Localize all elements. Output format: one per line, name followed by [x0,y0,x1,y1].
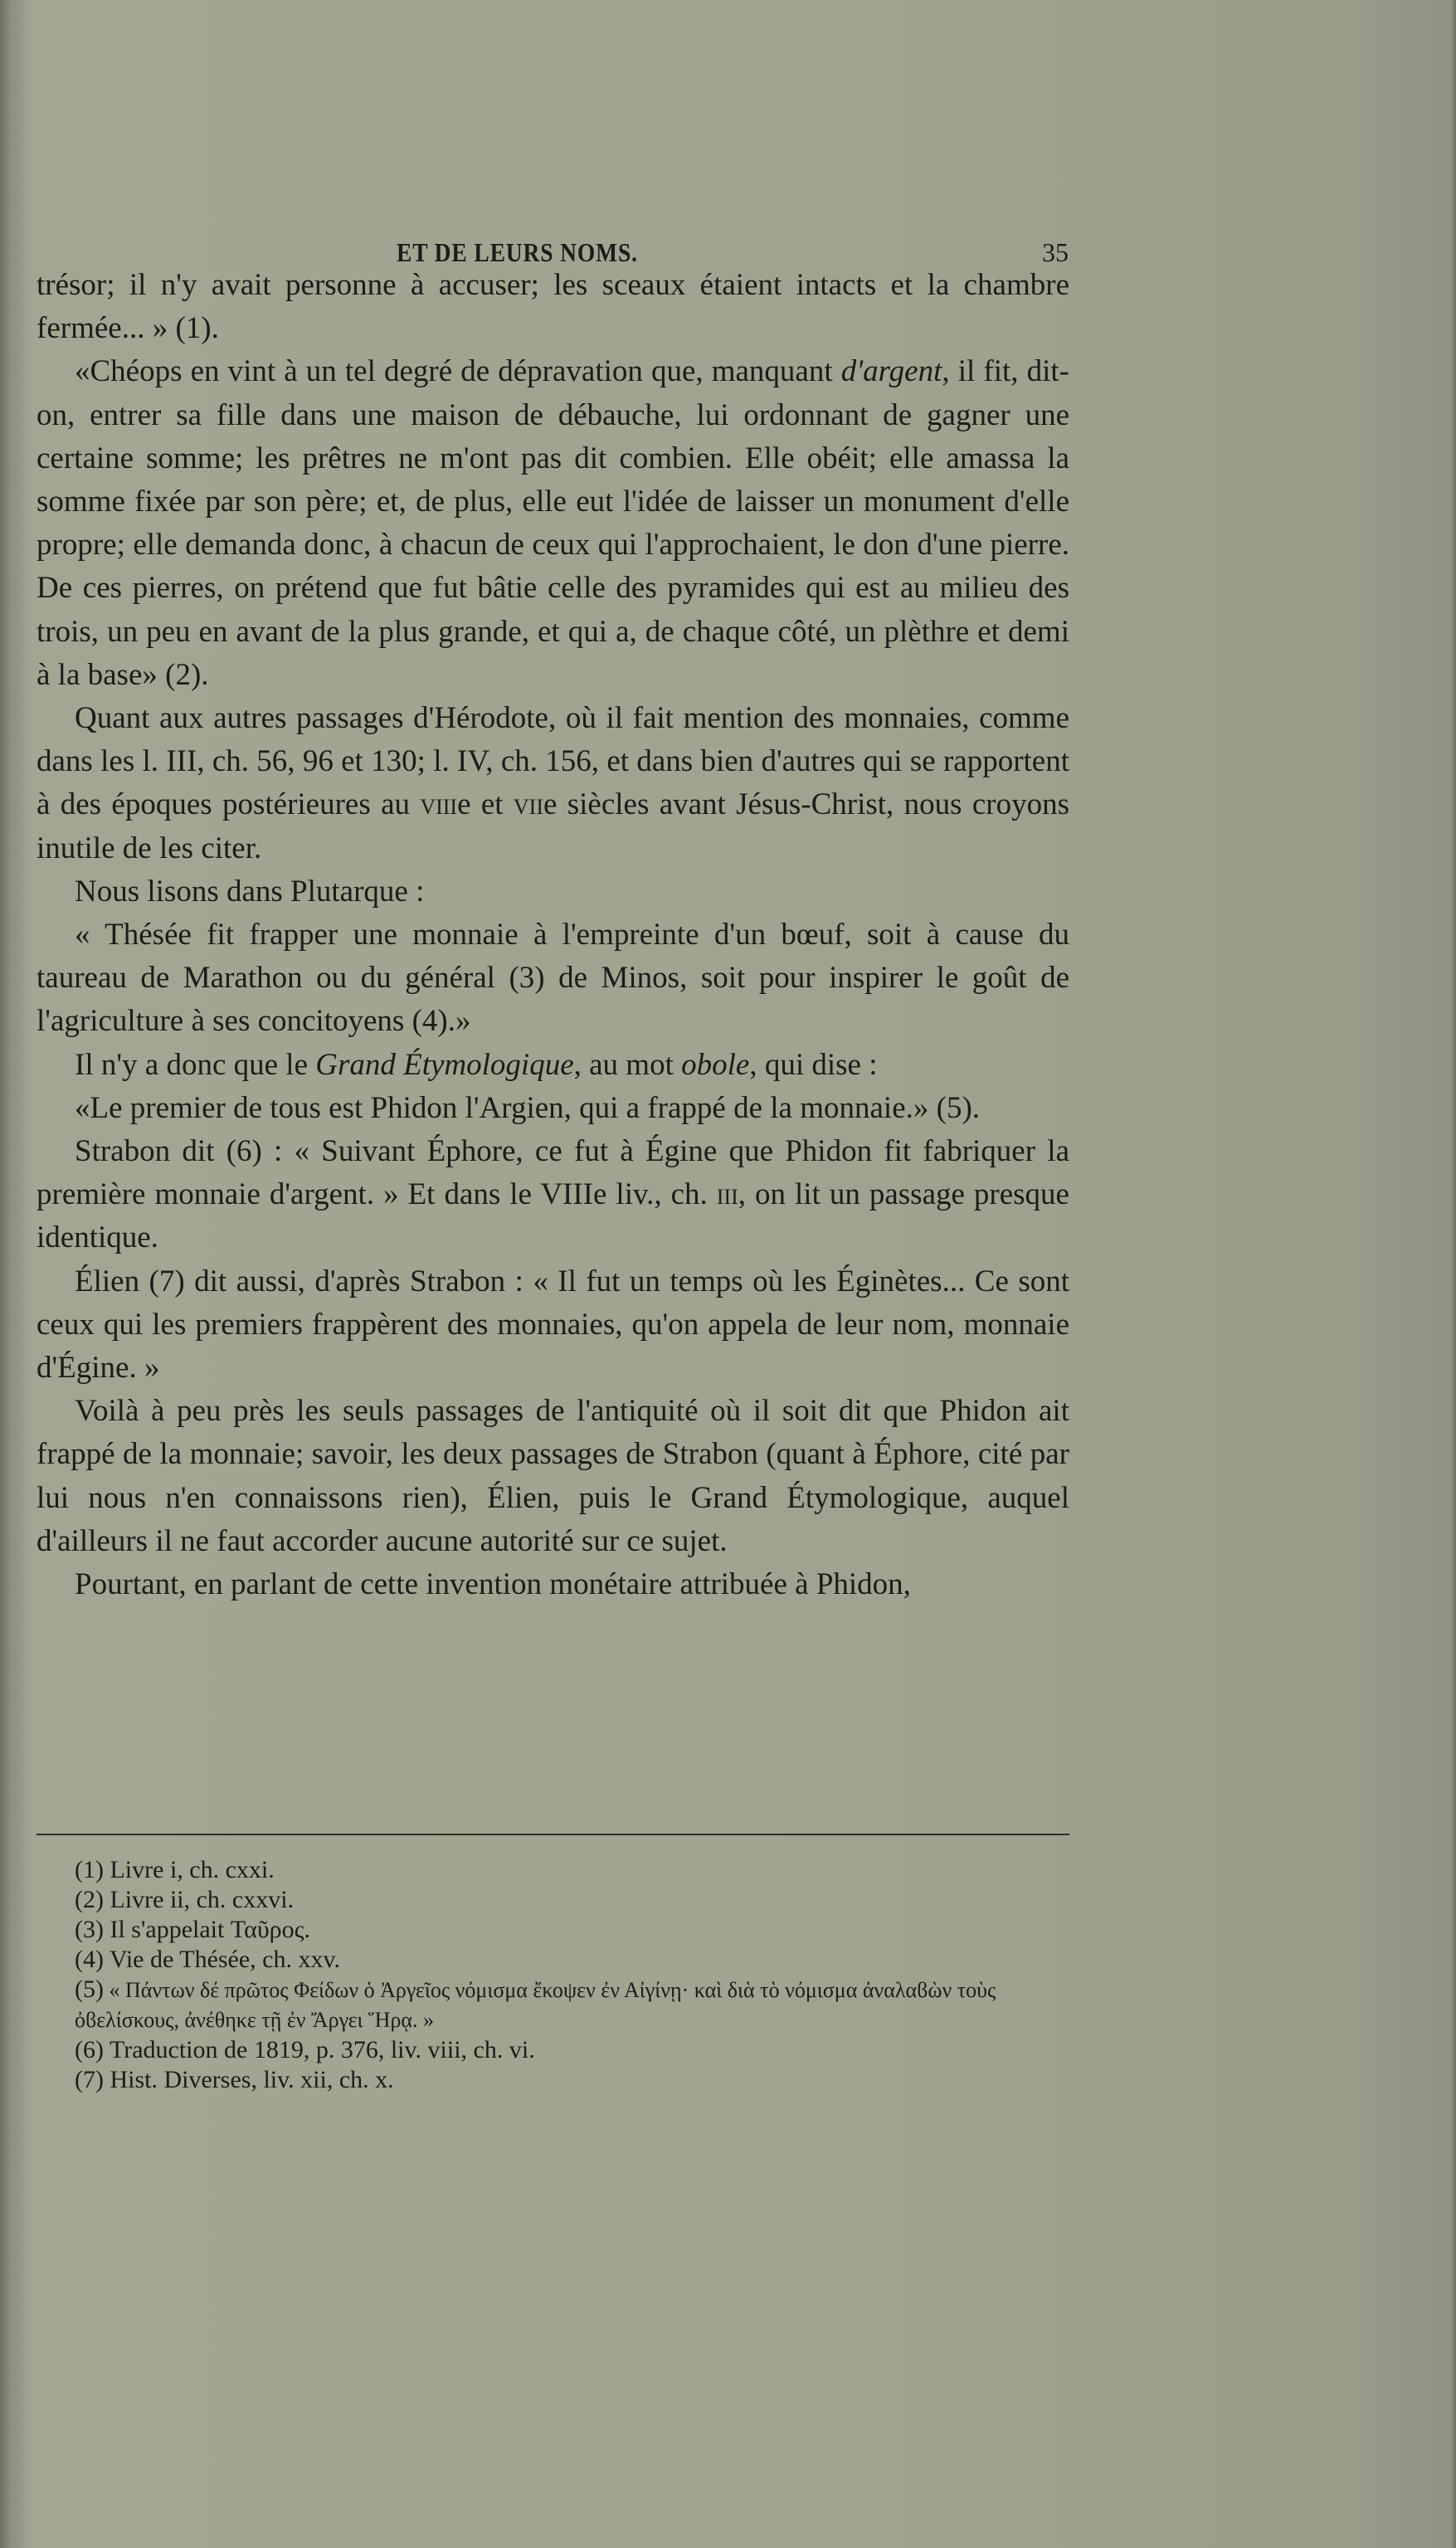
footnote-text: Livre ii, ch. cxxvi. [110,1886,295,1913]
text-run: , il fit, dit-on, entrer sa fille dans une maison de débauche, lui ordonnant de gagner une certaine somme; les prêtres ne m'ont pas dit combien. Elle obéit; elle amassa la somme fixée par son père; et, de plus, elle eut l'idée de laisser un monument d'elle propre; elle demanda donc, à chacun de ceux qui l'approchaient, le don d'une pierre. De ces pierres, on prétend que fut bâtie celle des pyramides qui est au milieu des trois, un peu en avant de la plus grande, et qui a, de chaque côté, un plèthre et demi à la base» (2). [37,354,1069,692]
footnote-text: Vie de Thésée, ch. xxv. [109,1946,341,1973]
paragraph-6 [37,1044,1069,1087]
footnote-text: Hist. Diverses, liv. xii, ch. x. [110,2066,394,2093]
footnote-1 [37,1855,1069,1885]
footnote-text: Livre i, ch. cxxi. [110,1856,275,1883]
paragraph-3 [37,697,1069,870]
text-run: , au mot [573,1047,682,1082]
footnote-7 [37,2065,1069,2095]
italic-run: obole [681,1047,750,1082]
footnote-text: Traduction de 1819, p. 376, liv. viii, ch. vi. [109,2036,535,2063]
footnote-number: (7) [75,2066,104,2093]
text-run: , qui dise : [749,1047,878,1082]
footnote-number: (4) [75,1946,104,1973]
paragraph-10: Voilà à peu près les seuls passages de l'antiquité où il soit dit que Phidon ait frappé de la monnaie; savoir, les deux passages de Strabon (quant à Éphore, cité par lui nous n'en connaissons rien), Élien, puis le Grand Étymologique, auquel d'ailleurs il ne faut accorder aucune autorité sur ce sujet. [37,1394,1069,1558]
footnotes [37,1855,1069,2095]
smallcaps-run: iii [716,1177,738,1212]
italic-run: d'argent [840,354,942,389]
italic-run: Grand Étymologique [315,1047,574,1082]
body-text [37,264,1069,1606]
smallcaps-run: viii [420,787,458,822]
smallcaps-run: vii [513,787,543,822]
footnote-3 [37,1915,1069,1945]
paragraph-7: «Le premier de tous est Phidon l'Argien, qui a frappé de la monnaie.» (5). [75,1090,981,1125]
running-title: ET DE LEURS NOMS. [397,237,638,267]
footnote-number: (1) [75,1856,104,1883]
text-run: e siècles avant Jésus-Christ, nous croyons inutile de les citer. [37,787,1069,865]
text-run: «Chéops en vint à un tel degré de dépravation que, manquant [75,354,841,389]
text-run: Il n'y a donc que le [75,1047,316,1082]
footnote-5 [37,1975,1069,2035]
paragraph-5: « Thésée fit frapper une monnaie à l'empreinte d'un bœuf, soit à cause du taureau de Marathon ou du général (3) de Minos, soit pour inspirer le goût de l'agriculture à ses concitoyens (4).» [37,918,1069,1039]
paragraph-9: Élien (7) dit aussi, d'après Strabon : « Il fut un temps où les Éginètes... Ce sont ceux qui les premiers frappèrent des monnaies, qu'on appela de leur nom, monnaie d'Égine. » [37,1264,1069,1386]
footnote-6 [37,2035,1069,2065]
text-run: Quant aux autres passages d'Hérodote, où il fait mention des monnaies, comme dans les l. III, ch. 56, 96 et 130; l. IV, ch. 156, et dans bien d'autres qui se rapportent à des époques postérieures au [37,701,1069,822]
footnote-number: (5) [75,1976,104,2003]
footnote-4 [37,1945,1069,1975]
footnote-2 [37,1885,1069,1915]
footnote-number: (6) [75,2036,104,2063]
paragraph-8 [37,1130,1069,1260]
text-run: Strabon dit (6) : « Suivant Éphore, ce fut à Égine que Phidon fit fabriquer la première monnaie d'argent. » Et dans le VIIIe liv., ch. [37,1134,1069,1212]
paragraph-11: Pourtant, en parlant de cette invention monétaire attribuée à Phidon, [75,1567,911,1602]
paragraph-4: Nous lisons dans Plutarque : [75,874,425,909]
page-edge-shadow [1451,0,1456,2548]
paragraph-2 [37,350,1069,697]
footnote-number: (2) [75,1886,104,1913]
text-run: , on lit un passage presque identique. [37,1177,1069,1255]
paragraph-1: trésor; il n'y avait personne à accuser; les sceaux étaient intacts et la chambre fermée... » (1). [37,268,1069,346]
footnote-text: Il s'appelait Ταῦρος. [110,1916,311,1943]
page-number: 35 [1042,237,1069,267]
text-run: e et [457,787,514,822]
footnote-number: (3) [75,1916,104,1943]
footnote-text-greek: « Πάντων δέ πρῶτος Φείδων ὁ Ἀργεῖος νόμισμα ἔκοψεν ἐν Αἰγίνῃ· καὶ διὰ τὸ νόμισμα ἀναλαϐὼν τοὺς ὀϐελίσκους, ἀνέθηκε τῇ ἐν Ἄργει Ἥρᾳ. » [75,1978,996,2032]
footnote-divider [37,1834,1069,1835]
